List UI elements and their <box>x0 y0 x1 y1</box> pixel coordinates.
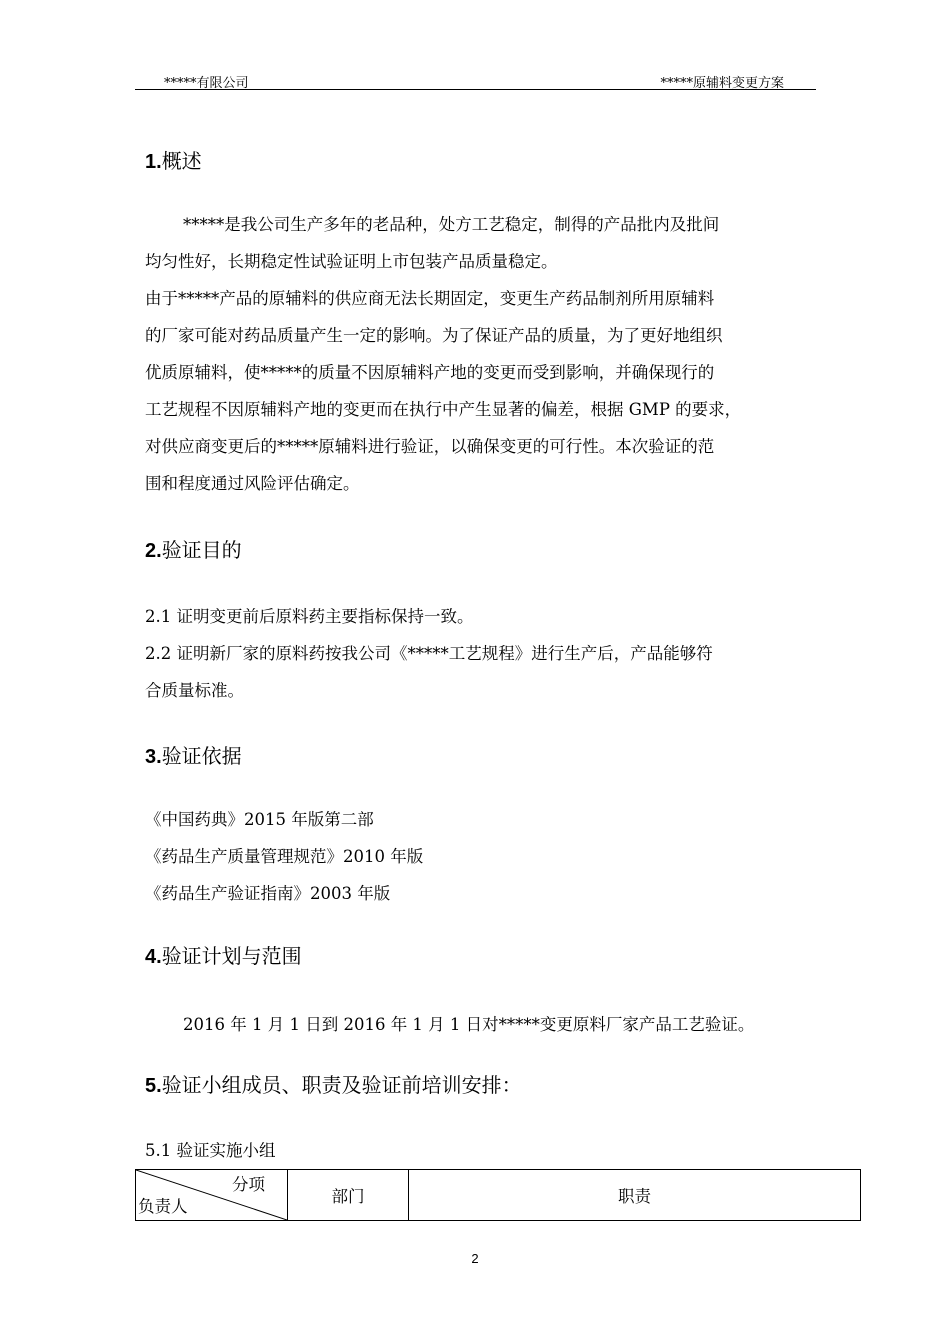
s2-item-1: 2.1 证明变更前后原料药主要指标保持一致。 <box>145 607 474 626</box>
section-4-title: 验证计划与范围 <box>161 944 302 968</box>
section-2-heading <box>145 534 242 563</box>
section-4-number: 4. <box>145 946 162 968</box>
diagonal-header-cell <box>136 1170 288 1221</box>
header-duty: 职责 <box>409 1170 861 1221</box>
s2-item-2-line1: 2.2 证明新厂家的原料药按我公司《*****工艺规程》进行生产后，产品能够符 <box>145 644 713 663</box>
section-1-title: 概述 <box>161 149 202 173</box>
section-5-number: 5. <box>145 1075 162 1097</box>
s1-para1-line1: *****是我公司生产多年的老品种，处方工艺稳定，制得的产品批内及批间 <box>183 215 720 234</box>
s5-subheading: 5.1 验证实施小组 <box>145 1141 276 1160</box>
header-dept: 部门 <box>288 1170 409 1221</box>
s1-para2-line4: 工艺规程不因原辅料产地的变更而在执行中产生显著的偏差，根据 GMP 的要求， <box>145 400 742 419</box>
s3-reference-1: 《中国药典》2015 年版第二部 <box>145 810 374 829</box>
s3-reference-2: 《药品生产质量管理规范》2010 年版 <box>145 847 424 866</box>
section-3-heading <box>145 740 242 769</box>
validation-team-table <box>135 1169 861 1221</box>
table-header-row <box>136 1170 861 1221</box>
s3-reference-3: 《药品生产验证指南》2003 年版 <box>145 884 391 903</box>
section-5-heading <box>145 1069 522 1098</box>
s1-para2-line6: 围和程度通过风险评估确定。 <box>145 474 360 493</box>
s1-para2-line5: 对供应商变更后的*****原辅料进行验证，以确保变更的可行性。本次验证的范 <box>145 437 715 456</box>
header-rule <box>135 89 816 90</box>
section-2-number: 2. <box>145 540 162 562</box>
s1-para2-line3: 优质原辅料，使*****的质量不因原辅料产地的变更而受到影响，并确保现行的 <box>145 363 715 382</box>
section-2-title: 验证目的 <box>161 538 242 562</box>
section-5-title: 验证小组成员、职责及验证前培训安排： <box>161 1073 522 1097</box>
diag-label-category: 分项 <box>232 1175 265 1194</box>
section-1-heading <box>145 145 202 174</box>
s1-para2-line1: 由于*****产品的原辅料的供应商无法长期固定，变更生产药品制剂所用原辅料 <box>145 289 715 308</box>
section-3-title: 验证依据 <box>161 744 242 768</box>
s2-item-2-line2: 合质量标准。 <box>145 681 244 700</box>
diag-label-owner: 负责人 <box>138 1197 188 1216</box>
header-company: *****有限公司 <box>164 76 249 91</box>
header-doc-title: *****原辅料变更方案 <box>660 76 784 91</box>
s1-para2-line2: 的厂家可能对药品质量产生一定的影响。为了保证产品的质量，为了更好地组织 <box>145 326 723 345</box>
section-4-heading <box>145 940 302 969</box>
s4-plan-text: 2016 年 1 月 1 日到 2016 年 1 月 1 日对*****变更原料厂家产品工艺验证。 <box>183 1015 755 1034</box>
section-3-number: 3. <box>145 746 162 768</box>
page-number: 2 <box>471 1251 479 1266</box>
section-1-number: 1. <box>145 151 162 173</box>
s1-para1-line2: 均匀性好，长期稳定性试验证明上市包装产品质量稳定。 <box>145 252 558 271</box>
